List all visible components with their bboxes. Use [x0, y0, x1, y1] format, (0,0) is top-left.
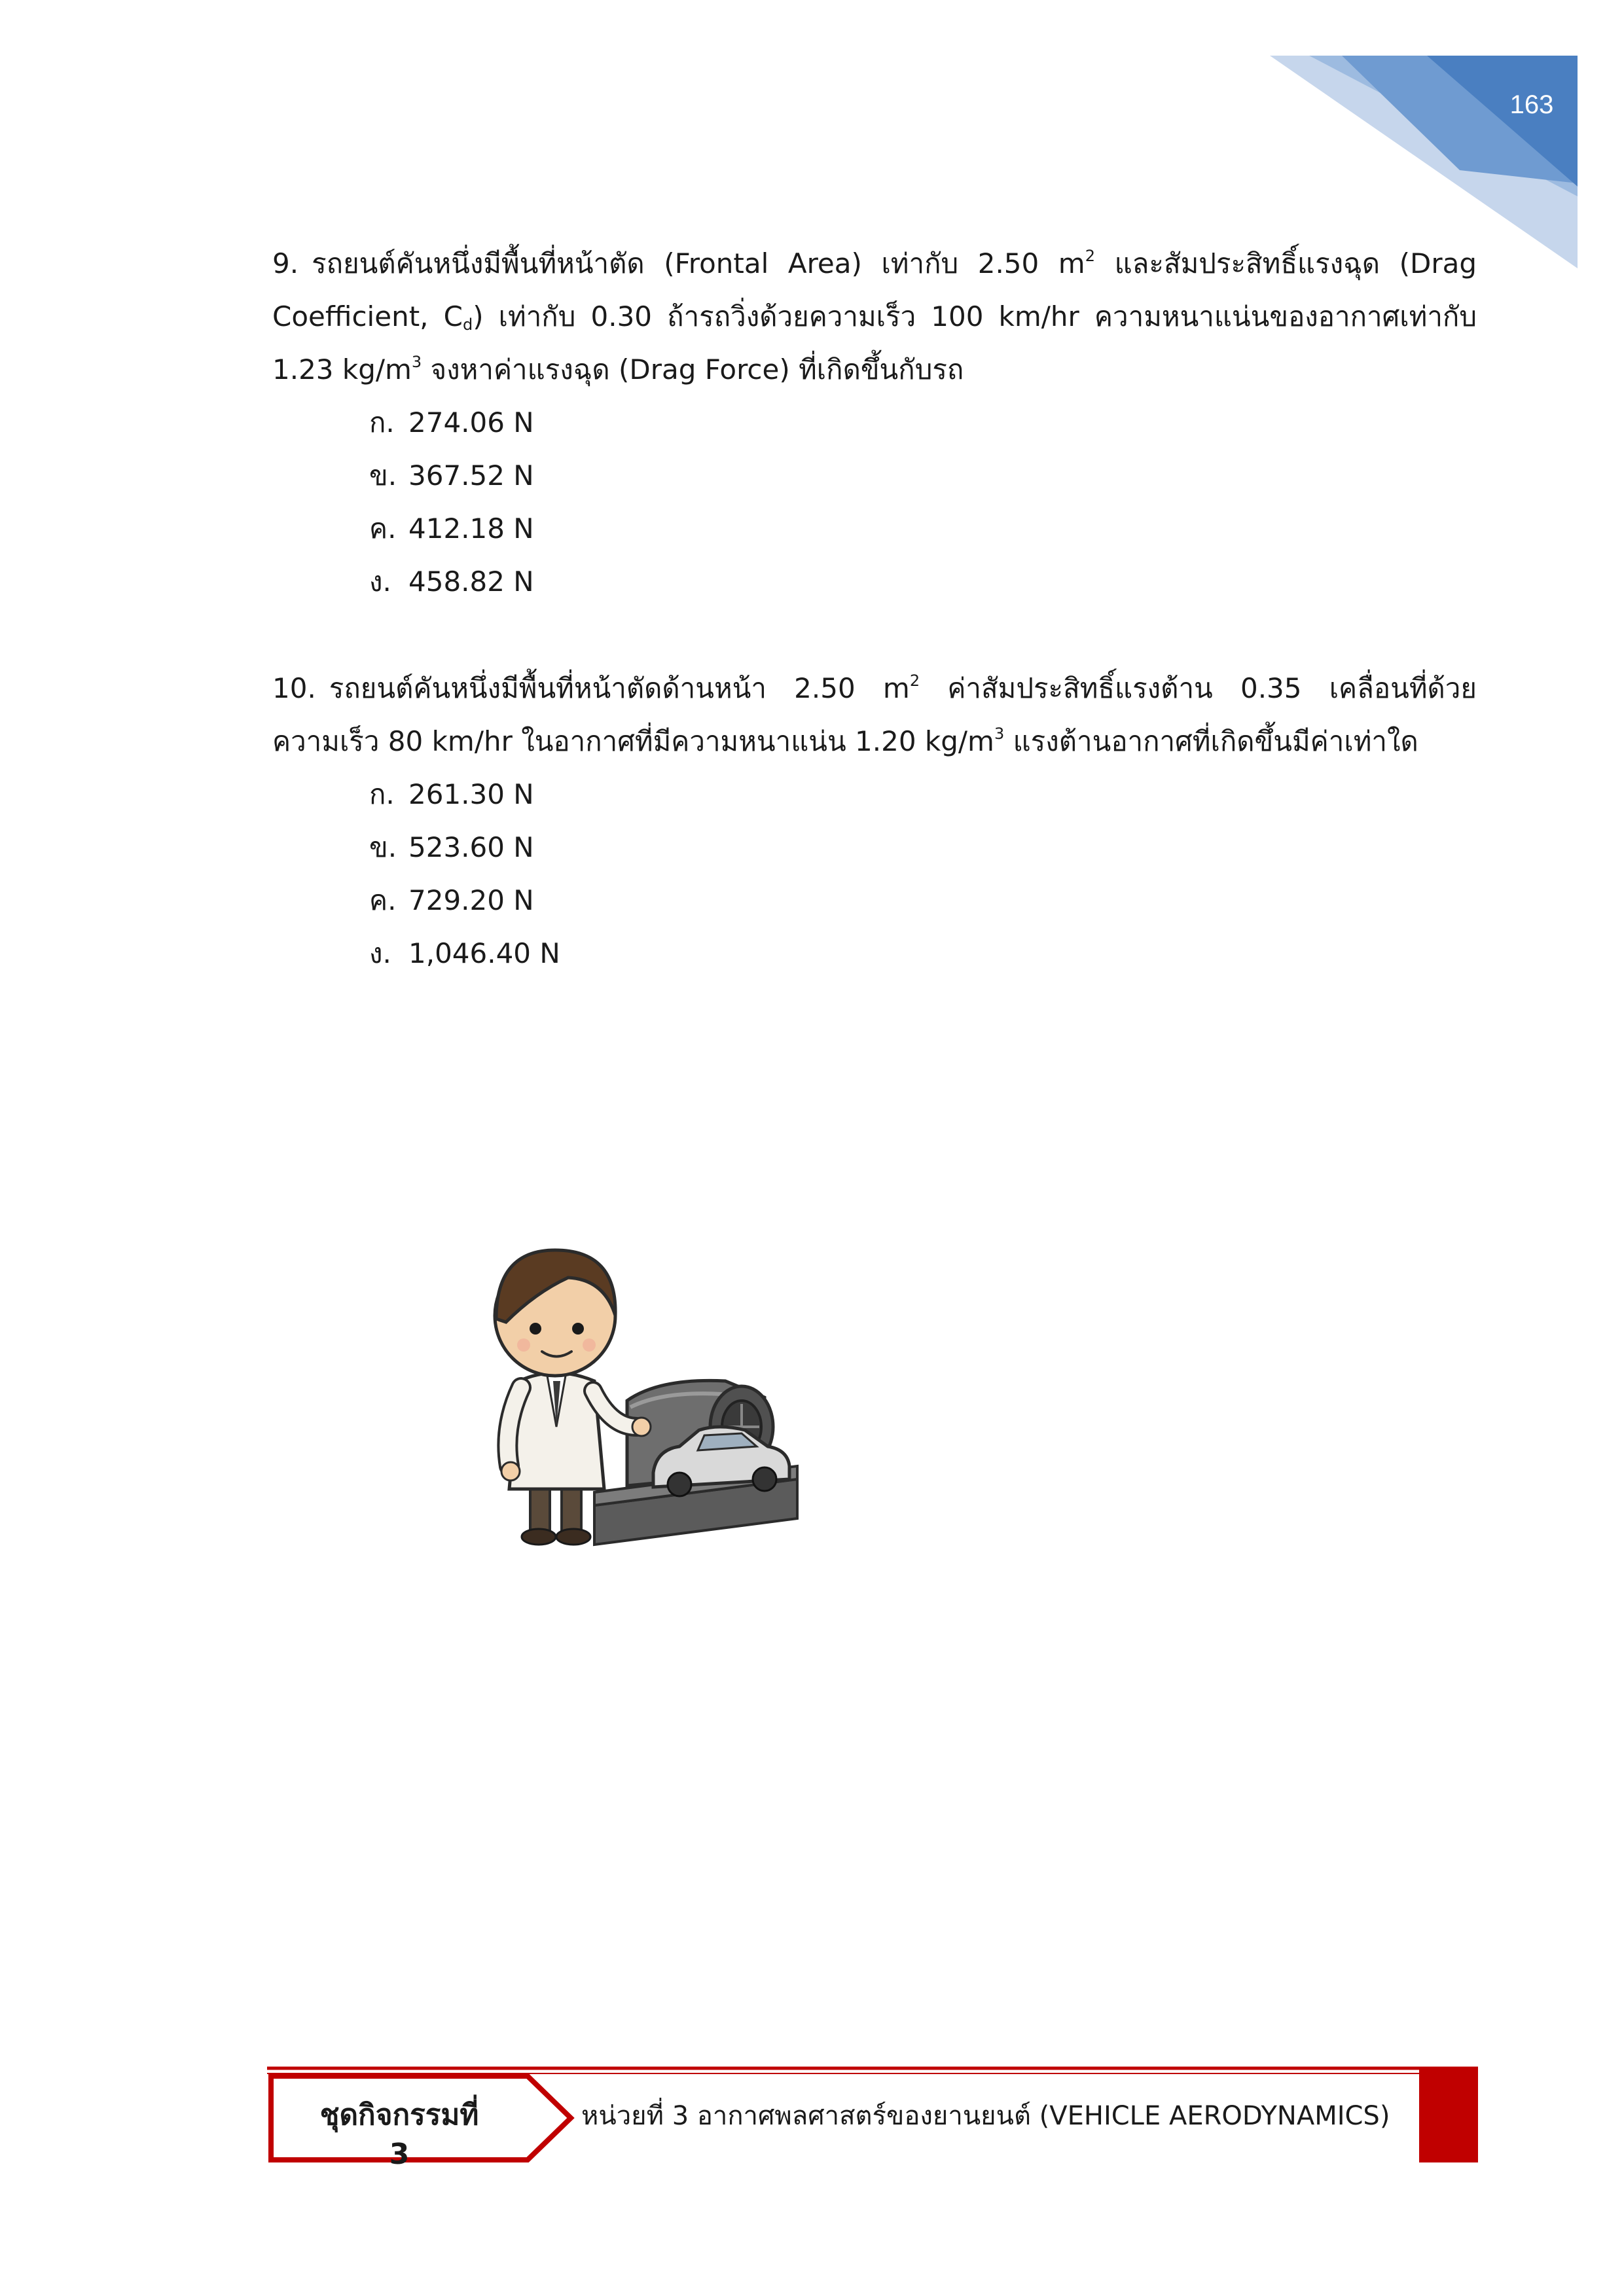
- activity-label: ชุดกิจกรรมที่ 3: [319, 2098, 479, 2171]
- question-9: [272, 237, 1477, 608]
- choice-item: ข. 367.52 N: [369, 459, 534, 492]
- question-10-text: 10. รถยนต์คันหนึ่งมีพื้นที่หน้าตัดด้านหน้า 2.50 $m^2$ ค่าสัมประสิทธิ์แรงต้าน 0.35 เคลื่อนที่ด้วยความเร็ว 80 km/hr ในอากาศที่มีความหนาแน่น 1.20 $kg/m^3$ แรงต้านอากาศที่เกิดขึ้นมีค่าเท่าใด: [272, 672, 1477, 757]
- choice-item: ง. 458.82 N: [369, 565, 534, 598]
- footer: [267, 2064, 1478, 2171]
- scientist-wind-tunnel-icon: [490, 1230, 804, 1558]
- question-9-choices: [272, 396, 1477, 608]
- choice-item: ง. 1,046.40 N: [369, 937, 560, 969]
- choice-item: ก. 261.30 N: [369, 778, 534, 810]
- choice-item: ค. 729.20 N: [369, 884, 534, 916]
- questions-content: [272, 237, 1477, 980]
- question-9-text: 9. รถยนต์คันหนึ่งมีพื้นที่หน้าตัด (Frontal Area) เท่ากับ 2.50 $m^2$ และสัมประสิทธิ์แรงฉุด (Drag Coefficient, $C_d$) เท่ากับ 0.30 ถ้ารถวิ่งด้วยความเร็ว 100 km/hr ความหนาแน่นของอากาศเท่ากับ 1.23 $kg/m^3$ จงหาค่าแรงฉุด (Drag Force) ที่เกิดขึ้นกับรถ: [272, 247, 1477, 386]
- spacer: [272, 608, 1477, 662]
- question-10-choices: [272, 768, 1477, 980]
- unit-title: หน่วยที่ 3 อากาศพลศาสตร์ของยานยนต์ (VEHICLE AERODYNAMICS): [581, 2101, 1390, 2131]
- choice-item: ค. 412.18 N: [369, 512, 534, 545]
- question-number: 9.: [272, 247, 299, 279]
- page-number: 163: [1509, 90, 1554, 119]
- choice-item: ก. 274.06 N: [369, 406, 534, 439]
- question-number: 10.: [272, 672, 316, 704]
- choice-item: ข. 523.60 N: [369, 831, 534, 863]
- question-10: [272, 662, 1477, 980]
